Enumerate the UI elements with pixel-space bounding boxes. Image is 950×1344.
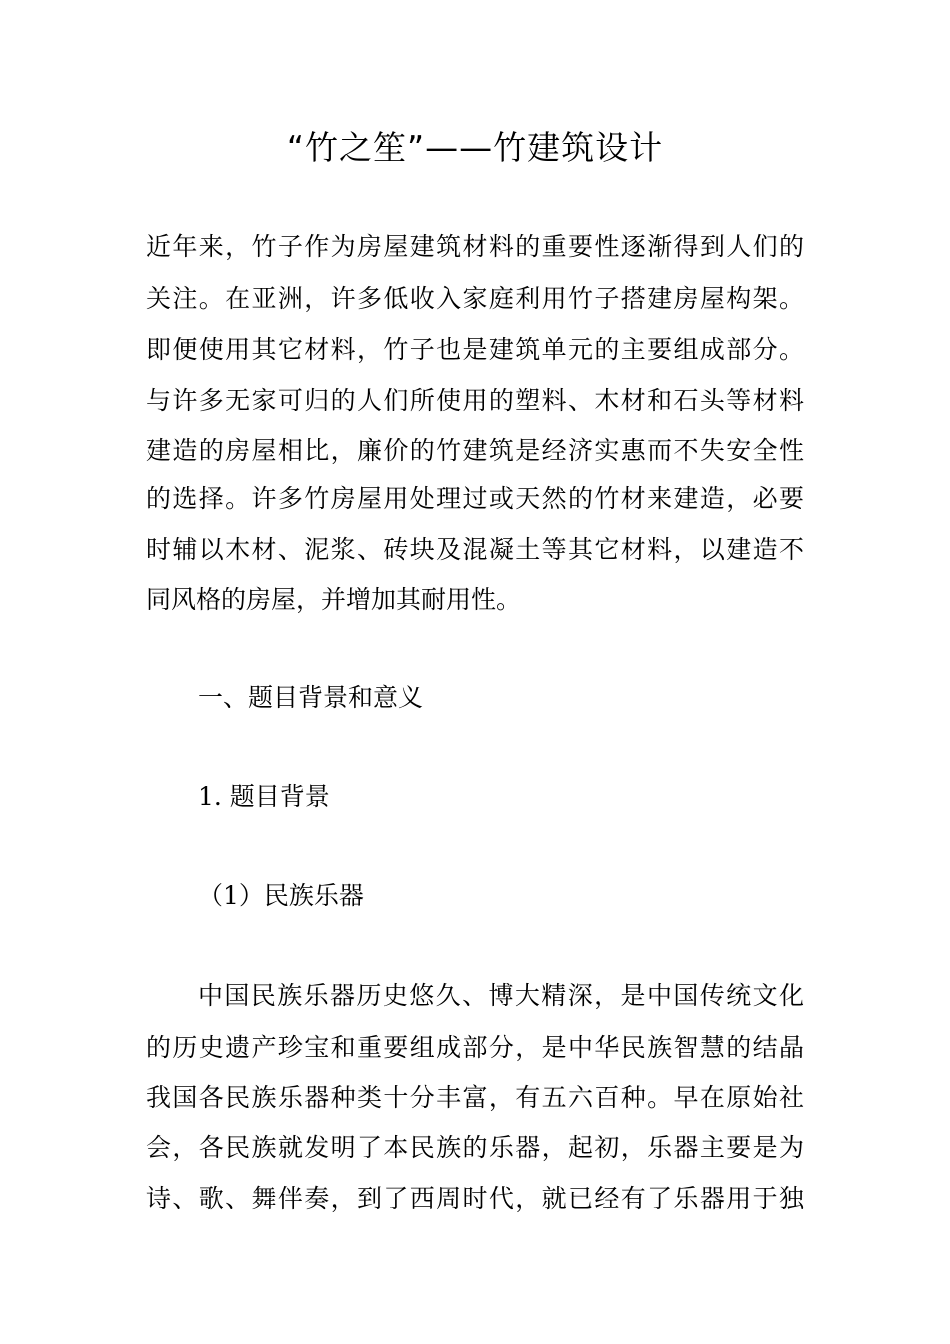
intro-line: 的选择。许多竹房屋用处理过或天然的竹材来建造，必要: [146, 484, 804, 513]
intro-line: 近年来，竹子作为房屋建筑材料的重要性逐渐得到人们的: [146, 232, 804, 261]
subsection-heading: 1. 题目背景: [198, 782, 330, 811]
intro-line: 建造的房屋相比，廉价的竹建筑是经济实惠而不失安全性: [146, 436, 804, 465]
subsubsection-heading: （1）民族乐器: [198, 881, 364, 910]
intro-line: 时辅以木材、泥浆、砖块及混凝土等其它材料，以建造不: [146, 535, 804, 564]
document-title: “竹之笙”——竹建筑设计: [286, 128, 664, 167]
body-line: 中国民族乐器历史悠久、博大精深，是中国传统文化: [198, 981, 804, 1010]
section-heading: 一、题目背景和意义: [198, 683, 424, 712]
body-line: 的历史遗产珍宝和重要组成部分，是中华民族智慧的结晶: [146, 1033, 804, 1062]
body-line: 会，各民族就发明了本民族的乐器，起初，乐器主要是为: [146, 1133, 804, 1162]
intro-line: 关注。在亚洲，许多低收入家庭利用竹子搭建房屋构架。: [146, 284, 804, 313]
body-line: 诗、歌、舞伴奏，到了西周时代，就已经有了乐器用于独: [146, 1184, 804, 1213]
intro-line: 即便使用其它材料，竹子也是建筑单元的主要组成部分。: [146, 335, 804, 364]
intro-line: 与许多无家可归的人们所使用的塑料、木材和石头等材料: [146, 386, 804, 415]
intro-line: 同风格的房屋，并增加其耐用性。: [146, 585, 522, 614]
body-line: 我国各民族乐器种类十分丰富，有五六百种。早在原始社: [146, 1083, 804, 1112]
